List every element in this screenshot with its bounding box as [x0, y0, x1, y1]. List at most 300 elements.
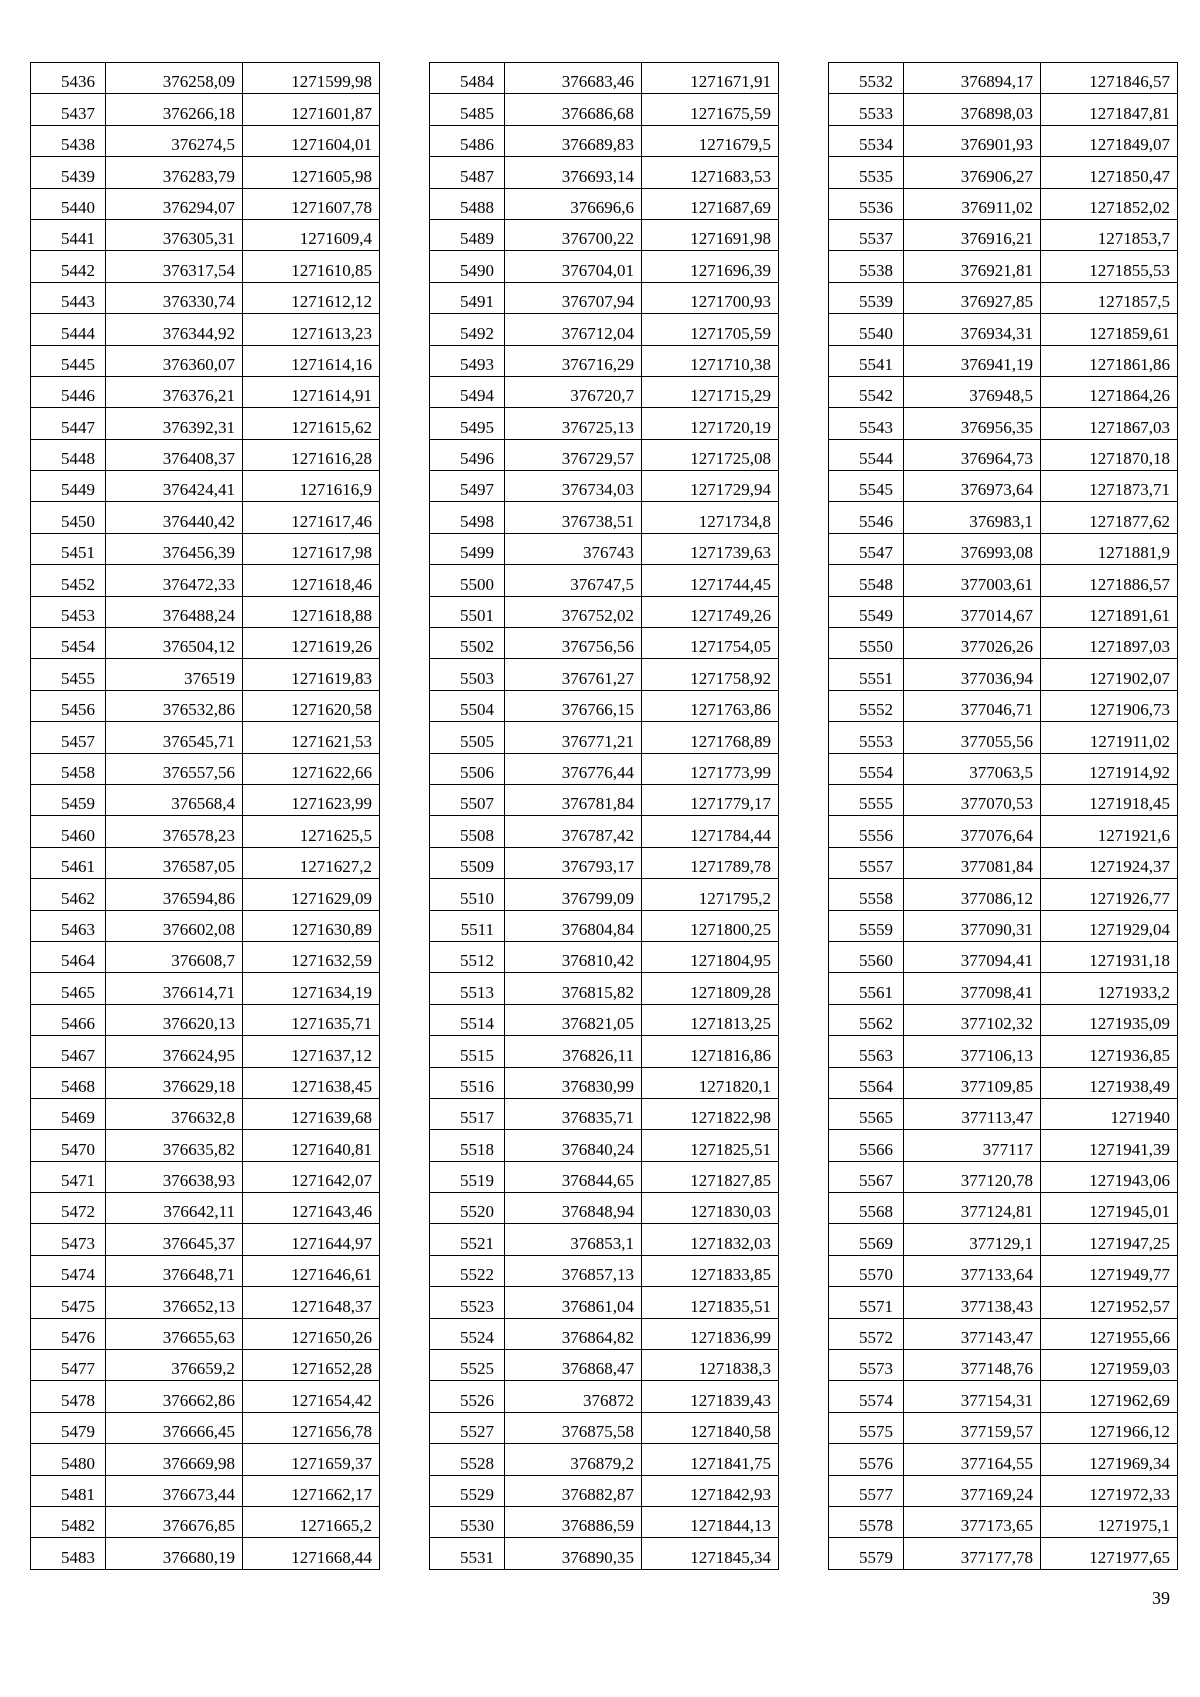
y-coordinate-cell: 1271822,98: [642, 1098, 779, 1129]
y-coordinate-cell: 1271621,53: [243, 722, 380, 753]
table-row: [31, 941, 380, 972]
x-coordinate-cell: 377109,85: [904, 1067, 1041, 1098]
x-coordinate-cell: 376376,21: [106, 376, 243, 407]
point-number-cell: 5483: [31, 1538, 106, 1569]
table-row: [829, 1224, 1178, 1255]
point-number-cell: 5545: [829, 471, 904, 502]
point-number-cell: 5547: [829, 533, 904, 564]
y-coordinate-cell: 1271616,28: [243, 439, 380, 470]
y-coordinate-cell: 1271734,8: [642, 502, 779, 533]
table-row: [829, 1004, 1178, 1035]
y-coordinate-cell: 1271943,06: [1041, 1161, 1178, 1192]
y-coordinate-cell: 1271784,44: [642, 816, 779, 847]
x-coordinate-cell: 376655,63: [106, 1318, 243, 1349]
table-row: [829, 94, 1178, 125]
y-coordinate-cell: 1271853,7: [1041, 219, 1178, 250]
table-row: [829, 1350, 1178, 1381]
y-coordinate-cell: 1271969,34: [1041, 1444, 1178, 1475]
coordinate-table-3: [828, 62, 1178, 1570]
x-coordinate-cell: 376875,58: [505, 1412, 642, 1443]
y-coordinate-cell: 1271618,88: [243, 596, 380, 627]
point-number-cell: 5451: [31, 533, 106, 564]
y-coordinate-cell: 1271873,71: [1041, 471, 1178, 502]
point-number-cell: 5471: [31, 1161, 106, 1192]
x-coordinate-cell: 376882,87: [505, 1475, 642, 1506]
y-coordinate-cell: 1271675,59: [642, 94, 779, 125]
y-coordinate-cell: 1271897,03: [1041, 628, 1178, 659]
table-row: [829, 1444, 1178, 1475]
x-coordinate-cell: 376934,31: [904, 314, 1041, 345]
y-coordinate-cell: 1271906,73: [1041, 690, 1178, 721]
y-coordinate-cell: 1271779,17: [642, 784, 779, 815]
point-number-cell: 5576: [829, 1444, 904, 1475]
point-number-cell: 5470: [31, 1130, 106, 1161]
x-coordinate-cell: 377102,32: [904, 1004, 1041, 1035]
y-coordinate-cell: 1271644,97: [243, 1224, 380, 1255]
x-coordinate-cell: 376673,44: [106, 1475, 243, 1506]
x-coordinate-cell: 376911,02: [904, 188, 1041, 219]
x-coordinate-cell: 376557,56: [106, 753, 243, 784]
y-coordinate-cell: 1271935,09: [1041, 1004, 1178, 1035]
point-number-cell: 5571: [829, 1287, 904, 1318]
y-coordinate-cell: 1271763,86: [642, 690, 779, 721]
x-coordinate-cell: 376648,71: [106, 1255, 243, 1286]
point-number-cell: 5519: [430, 1161, 505, 1192]
table-row: [829, 1130, 1178, 1161]
point-number-cell: 5498: [430, 502, 505, 533]
y-coordinate-cell: 1271638,45: [243, 1067, 380, 1098]
y-coordinate-cell: 1271617,98: [243, 533, 380, 564]
x-coordinate-cell: 376568,4: [106, 784, 243, 815]
point-number-cell: 5482: [31, 1506, 106, 1537]
y-coordinate-cell: 1271877,62: [1041, 502, 1178, 533]
coordinate-table-1: [30, 62, 380, 1570]
y-coordinate-cell: 1271646,61: [243, 1255, 380, 1286]
y-coordinate-cell: 1271800,25: [642, 910, 779, 941]
x-coordinate-cell: 376734,03: [505, 471, 642, 502]
y-coordinate-cell: 1271972,33: [1041, 1475, 1178, 1506]
y-coordinate-cell: 1271804,95: [642, 941, 779, 972]
y-coordinate-cell: 1271852,02: [1041, 188, 1178, 219]
table-row: [430, 722, 779, 753]
table-row: [31, 565, 380, 596]
y-coordinate-cell: 1271648,37: [243, 1287, 380, 1318]
table-row: [31, 847, 380, 878]
y-coordinate-cell: 1271820,1: [642, 1067, 779, 1098]
y-coordinate-cell: 1271605,98: [243, 157, 380, 188]
table-row: [31, 910, 380, 941]
table-row: [829, 1506, 1178, 1537]
point-number-cell: 5504: [430, 690, 505, 721]
table-row: [31, 1067, 380, 1098]
y-coordinate-cell: 1271977,65: [1041, 1538, 1178, 1569]
x-coordinate-cell: 376771,21: [505, 722, 642, 753]
point-number-cell: 5569: [829, 1224, 904, 1255]
x-coordinate-cell: 376927,85: [904, 282, 1041, 313]
table-row: [430, 565, 779, 596]
x-coordinate-cell: 376716,29: [505, 345, 642, 376]
y-coordinate-cell: 1271629,09: [243, 879, 380, 910]
table-row: [31, 219, 380, 250]
y-coordinate-cell: 1271962,69: [1041, 1381, 1178, 1412]
point-number-cell: 5554: [829, 753, 904, 784]
y-coordinate-cell: 1271634,19: [243, 973, 380, 1004]
x-coordinate-cell: 377081,84: [904, 847, 1041, 878]
point-number-cell: 5566: [829, 1130, 904, 1161]
table-row: [829, 1193, 1178, 1224]
point-number-cell: 5511: [430, 910, 505, 941]
x-coordinate-cell: 376532,86: [106, 690, 243, 721]
point-number-cell: 5514: [430, 1004, 505, 1035]
x-coordinate-cell: 376676,85: [106, 1506, 243, 1537]
y-coordinate-cell: 1271952,57: [1041, 1287, 1178, 1318]
point-number-cell: 5544: [829, 439, 904, 470]
table-row: [31, 314, 380, 345]
y-coordinate-cell: 1271870,18: [1041, 439, 1178, 470]
y-coordinate-cell: 1271604,01: [243, 125, 380, 156]
x-coordinate-cell: 376776,44: [505, 753, 642, 784]
point-number-cell: 5556: [829, 816, 904, 847]
y-coordinate-cell: 1271945,01: [1041, 1193, 1178, 1224]
table-row: [829, 722, 1178, 753]
table-row: [31, 125, 380, 156]
y-coordinate-cell: 1271886,57: [1041, 565, 1178, 596]
x-coordinate-cell: 376614,71: [106, 973, 243, 1004]
table-row: [31, 879, 380, 910]
table-row: [31, 1318, 380, 1349]
point-number-cell: 5530: [430, 1506, 505, 1537]
point-number-cell: 5510: [430, 879, 505, 910]
table-row: [31, 1130, 380, 1161]
point-number-cell: 5465: [31, 973, 106, 1004]
table-row: [31, 1444, 380, 1475]
x-coordinate-cell: 376815,82: [505, 973, 642, 1004]
point-number-cell: 5513: [430, 973, 505, 1004]
x-coordinate-cell: 377159,57: [904, 1412, 1041, 1443]
x-coordinate-cell: 376787,42: [505, 816, 642, 847]
table-row: [829, 1067, 1178, 1098]
x-coordinate-cell: 377120,78: [904, 1161, 1041, 1192]
point-number-cell: 5578: [829, 1506, 904, 1537]
coordinate-table-body: [829, 63, 1178, 1570]
y-coordinate-cell: 1271911,02: [1041, 722, 1178, 753]
y-coordinate-cell: 1271947,25: [1041, 1224, 1178, 1255]
x-coordinate-cell: 377026,26: [904, 628, 1041, 659]
y-coordinate-cell: 1271838,3: [642, 1350, 779, 1381]
point-number-cell: 5558: [829, 879, 904, 910]
x-coordinate-cell: 376545,71: [106, 722, 243, 753]
table-row: [829, 565, 1178, 596]
x-coordinate-cell: 376602,08: [106, 910, 243, 941]
y-coordinate-cell: 1271827,85: [642, 1161, 779, 1192]
table-row: [829, 1412, 1178, 1443]
point-number-cell: 5524: [430, 1318, 505, 1349]
point-number-cell: 5474: [31, 1255, 106, 1286]
table-row: [829, 439, 1178, 470]
point-number-cell: 5506: [430, 753, 505, 784]
table-row: [430, 1412, 779, 1443]
x-coordinate-cell: 376707,94: [505, 282, 642, 313]
x-coordinate-cell: 376821,05: [505, 1004, 642, 1035]
table-row: [430, 1538, 779, 1569]
y-coordinate-cell: 1271881,9: [1041, 533, 1178, 564]
table-row: [430, 941, 779, 972]
table-row: [31, 1538, 380, 1569]
x-coordinate-cell: 376608,7: [106, 941, 243, 972]
y-coordinate-cell: 1271705,59: [642, 314, 779, 345]
point-number-cell: 5485: [430, 94, 505, 125]
point-number-cell: 5448: [31, 439, 106, 470]
point-number-cell: 5459: [31, 784, 106, 815]
point-number-cell: 5527: [430, 1412, 505, 1443]
point-number-cell: 5561: [829, 973, 904, 1004]
table-row: [31, 251, 380, 282]
x-coordinate-cell: 376879,2: [505, 1444, 642, 1475]
y-coordinate-cell: 1271725,08: [642, 439, 779, 470]
table-row: [430, 1067, 779, 1098]
x-coordinate-cell: 376793,17: [505, 847, 642, 878]
y-coordinate-cell: 1271836,99: [642, 1318, 779, 1349]
point-number-cell: 5472: [31, 1193, 106, 1224]
point-number-cell: 5447: [31, 408, 106, 439]
table-row: [430, 1004, 779, 1035]
table-row: [31, 439, 380, 470]
x-coordinate-cell: 376472,33: [106, 565, 243, 596]
y-coordinate-cell: 1271627,2: [243, 847, 380, 878]
table-row: [430, 879, 779, 910]
table-row: [829, 251, 1178, 282]
x-coordinate-cell: 376666,45: [106, 1412, 243, 1443]
x-coordinate-cell: 376704,01: [505, 251, 642, 282]
y-coordinate-cell: 1271700,93: [642, 282, 779, 313]
table-row: [430, 94, 779, 125]
point-number-cell: 5520: [430, 1193, 505, 1224]
point-number-cell: 5517: [430, 1098, 505, 1129]
x-coordinate-cell: 376629,18: [106, 1067, 243, 1098]
y-coordinate-cell: 1271966,12: [1041, 1412, 1178, 1443]
x-coordinate-cell: 376983,1: [904, 502, 1041, 533]
table-row: [31, 659, 380, 690]
x-coordinate-cell: 376844,65: [505, 1161, 642, 1192]
y-coordinate-cell: 1271687,69: [642, 188, 779, 219]
y-coordinate-cell: 1271625,5: [243, 816, 380, 847]
y-coordinate-cell: 1271845,34: [642, 1538, 779, 1569]
y-coordinate-cell: 1271622,66: [243, 753, 380, 784]
table-row: [31, 471, 380, 502]
table-row: [829, 659, 1178, 690]
table-row: [430, 690, 779, 721]
point-number-cell: 5550: [829, 628, 904, 659]
y-coordinate-cell: 1271926,77: [1041, 879, 1178, 910]
x-coordinate-cell: 377003,61: [904, 565, 1041, 596]
x-coordinate-cell: 376756,56: [505, 628, 642, 659]
x-coordinate-cell: 376624,95: [106, 1036, 243, 1067]
table-row: [829, 816, 1178, 847]
x-coordinate-cell: 376638,93: [106, 1161, 243, 1192]
y-coordinate-cell: 1271656,78: [243, 1412, 380, 1443]
x-coordinate-cell: 377148,76: [904, 1350, 1041, 1381]
x-coordinate-cell: 376635,82: [106, 1130, 243, 1161]
point-number-cell: 5516: [430, 1067, 505, 1098]
point-number-cell: 5476: [31, 1318, 106, 1349]
table-row: [430, 1506, 779, 1537]
point-number-cell: 5502: [430, 628, 505, 659]
x-coordinate-cell: 376456,39: [106, 533, 243, 564]
table-row: [31, 1506, 380, 1537]
x-coordinate-cell: 376956,35: [904, 408, 1041, 439]
x-coordinate-cell: 376857,13: [505, 1255, 642, 1286]
y-coordinate-cell: 1271614,91: [243, 376, 380, 407]
y-coordinate-cell: 1271639,68: [243, 1098, 380, 1129]
table-row: [430, 1161, 779, 1192]
point-number-cell: 5450: [31, 502, 106, 533]
x-coordinate-cell: 376840,24: [505, 1130, 642, 1161]
table-row: [430, 439, 779, 470]
table-row: [31, 502, 380, 533]
table-row: [829, 1381, 1178, 1412]
point-number-cell: 5523: [430, 1287, 505, 1318]
point-number-cell: 5534: [829, 125, 904, 156]
point-number-cell: 5488: [430, 188, 505, 219]
point-number-cell: 5522: [430, 1255, 505, 1286]
point-number-cell: 5460: [31, 816, 106, 847]
point-number-cell: 5480: [31, 1444, 106, 1475]
x-coordinate-cell: 376868,47: [505, 1350, 642, 1381]
page-number: 39: [1152, 1588, 1170, 1608]
table-row: [430, 1287, 779, 1318]
table-row: [430, 1224, 779, 1255]
table-row: [829, 690, 1178, 721]
x-coordinate-cell: 377173,65: [904, 1506, 1041, 1537]
point-number-cell: 5449: [31, 471, 106, 502]
x-coordinate-cell: 377177,78: [904, 1538, 1041, 1569]
point-number-cell: 5494: [430, 376, 505, 407]
table-row: [430, 659, 779, 690]
table-row: [430, 1318, 779, 1349]
table-row: [31, 533, 380, 564]
point-number-cell: 5575: [829, 1412, 904, 1443]
table-row: [31, 722, 380, 753]
y-coordinate-cell: 1271841,75: [642, 1444, 779, 1475]
x-coordinate-cell: 377106,13: [904, 1036, 1041, 1067]
point-number-cell: 5473: [31, 1224, 106, 1255]
table-row: [430, 1193, 779, 1224]
point-number-cell: 5468: [31, 1067, 106, 1098]
table-row: [31, 1036, 380, 1067]
table-row: [430, 1255, 779, 1286]
x-coordinate-cell: 376620,13: [106, 1004, 243, 1035]
table-row: [829, 376, 1178, 407]
y-coordinate-cell: 1271830,03: [642, 1193, 779, 1224]
y-coordinate-cell: 1271921,6: [1041, 816, 1178, 847]
point-number-cell: 5478: [31, 1381, 106, 1412]
table-row: [31, 282, 380, 313]
point-number-cell: 5444: [31, 314, 106, 345]
y-coordinate-cell: 1271618,46: [243, 565, 380, 596]
x-coordinate-cell: 376642,11: [106, 1193, 243, 1224]
point-number-cell: 5509: [430, 847, 505, 878]
point-number-cell: 5463: [31, 910, 106, 941]
point-number-cell: 5508: [430, 816, 505, 847]
point-number-cell: 5564: [829, 1067, 904, 1098]
table-row: [31, 345, 380, 376]
y-coordinate-cell: 1271768,89: [642, 722, 779, 753]
point-number-cell: 5543: [829, 408, 904, 439]
y-coordinate-cell: 1271642,07: [243, 1161, 380, 1192]
x-coordinate-cell: 377169,24: [904, 1475, 1041, 1506]
table-row: [430, 188, 779, 219]
table-row: [430, 1475, 779, 1506]
point-number-cell: 5457: [31, 722, 106, 753]
y-coordinate-cell: 1271609,4: [243, 219, 380, 250]
y-coordinate-cell: 1271789,78: [642, 847, 779, 878]
x-coordinate-cell: 377154,31: [904, 1381, 1041, 1412]
x-coordinate-cell: 376683,46: [505, 63, 642, 94]
y-coordinate-cell: 1271620,58: [243, 690, 380, 721]
y-coordinate-cell: 1271758,92: [642, 659, 779, 690]
y-coordinate-cell: 1271613,23: [243, 314, 380, 345]
x-coordinate-cell: 376948,5: [904, 376, 1041, 407]
point-number-cell: 5573: [829, 1350, 904, 1381]
table-row: [829, 282, 1178, 313]
y-coordinate-cell: 1271643,46: [243, 1193, 380, 1224]
table-row: [31, 784, 380, 815]
point-number-cell: 5579: [829, 1538, 904, 1569]
table-row: [829, 502, 1178, 533]
table-row: [430, 753, 779, 784]
point-number-cell: 5436: [31, 63, 106, 94]
point-number-cell: 5466: [31, 1004, 106, 1035]
y-coordinate-cell: 1271891,61: [1041, 596, 1178, 627]
y-coordinate-cell: 1271691,98: [642, 219, 779, 250]
table-row: [430, 910, 779, 941]
point-number-cell: 5565: [829, 1098, 904, 1129]
table-row: [31, 1350, 380, 1381]
x-coordinate-cell: 376964,73: [904, 439, 1041, 470]
x-coordinate-cell: 376894,17: [904, 63, 1041, 94]
y-coordinate-cell: 1271616,9: [243, 471, 380, 502]
table-row: [430, 1130, 779, 1161]
y-coordinate-cell: 1271607,78: [243, 188, 380, 219]
x-coordinate-cell: 376898,03: [904, 94, 1041, 125]
x-coordinate-cell: 376743: [505, 533, 642, 564]
y-coordinate-cell: 1271754,05: [642, 628, 779, 659]
y-coordinate-cell: 1271955,66: [1041, 1318, 1178, 1349]
x-coordinate-cell: 376693,14: [505, 157, 642, 188]
x-coordinate-cell: 376408,37: [106, 439, 243, 470]
point-number-cell: 5577: [829, 1475, 904, 1506]
table-row: [430, 533, 779, 564]
y-coordinate-cell: 1271617,46: [243, 502, 380, 533]
x-coordinate-cell: 376645,37: [106, 1224, 243, 1255]
y-coordinate-cell: 1271795,2: [642, 879, 779, 910]
x-coordinate-cell: 377070,53: [904, 784, 1041, 815]
point-number-cell: 5552: [829, 690, 904, 721]
x-coordinate-cell: 376766,15: [505, 690, 642, 721]
y-coordinate-cell: 1271710,38: [642, 345, 779, 376]
x-coordinate-cell: 377055,56: [904, 722, 1041, 753]
y-coordinate-cell: 1271640,81: [243, 1130, 380, 1161]
point-number-cell: 5493: [430, 345, 505, 376]
x-coordinate-cell: 376392,31: [106, 408, 243, 439]
x-coordinate-cell: 376700,22: [505, 219, 642, 250]
x-coordinate-cell: 377143,47: [904, 1318, 1041, 1349]
coordinate-table-body: [430, 63, 779, 1570]
y-coordinate-cell: 1271832,03: [642, 1224, 779, 1255]
point-number-cell: 5567: [829, 1161, 904, 1192]
table-row: [829, 1318, 1178, 1349]
point-number-cell: 5551: [829, 659, 904, 690]
